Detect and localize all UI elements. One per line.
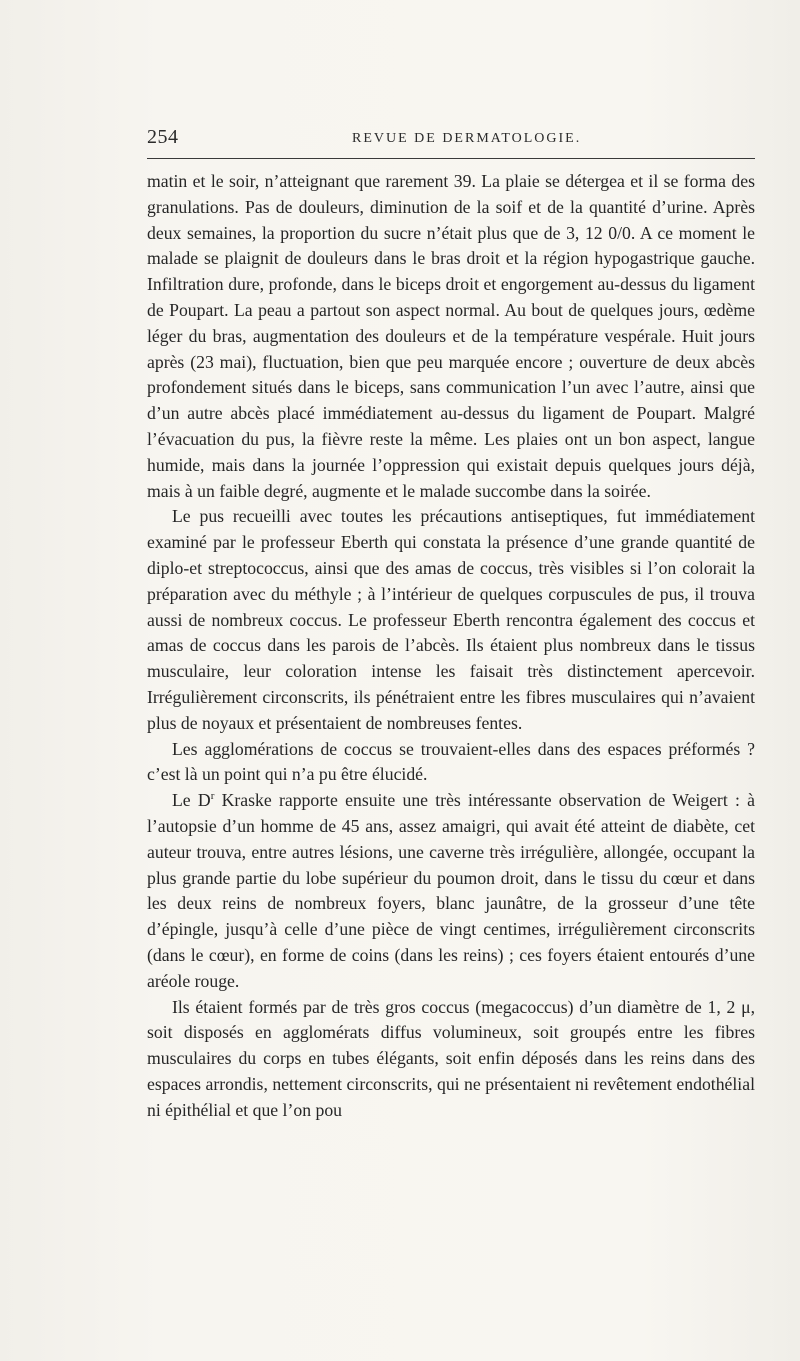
paragraph: Ils étaient formés par de très gros coccus (megacoccus) d’un diamètre de 1, 2 μ, soit disposés en agglomérats diffus volumineux, soit groupés entre les fibres musculaires du corps en tubes élégants, soit enfin déposés dans les reins dans des espaces arrondis, nettement circonscrits, qui ne présentaient ni revêtement endothélial ni épithélial et que l’on pou [147, 996, 755, 1120]
paragraph-text: Kraske rapporte ensuite une très intéressante observation de Weigert : à l’autopsie d’un homme de 45 ans, assez amaigri, qui avait été atteint de diabète, cet auteur trouva, entre autres lésions, une caverne très irrégulière, allongée, occupant la plus grande partie du lobe supérieur du poumon droit, dans le tissu du cœur et dans les deux reins de nombreux foyers, blanc jaunâtre, de la grosseur d’une tête d’épingle, jusqu’à celle d’une pièce de vingt centimes, irrégulièrement circonscrits (dans le cœur), en forme de coins (dans les reins) ; ces foyers étaient entourés d’une aréole rouge. [147, 790, 755, 991]
running-title: REVUE DE DERMATOLOGIE. [352, 131, 582, 146]
page-number: 254 [147, 126, 179, 148]
page-header [147, 126, 755, 150]
paragraph: Les agglomérations de coccus se trouvaient-elles dans des espaces préformés ? c’est là un point qui n’a pu être élucidé. [147, 738, 755, 785]
paragraph: Le pus recueilli avec toutes les précautions antiseptiques, fut immédiatement examiné par le professeur Eberth qui constata la présence d’une grande quantité de diplo-et streptococcus, ainsi que des amas de coccus, très visibles si l’on colorait la préparation avec du méthyle ; à l’intérieur de quelques corpuscules de pus, il trouva aussi de nombreux coccus. Le professeur Eberth rencontra également des coccus et amas de coccus dans les parois de l’abcès. Ils étaient plus nombreux dans le tissus musculaire, leur coloration intense les faisait très distinctement apercevoir. Irrégulièrement circonscrits, ils pénétraient entre les fibres musculaires qui n’avaient plus de noyaux et présentaient de nombreuses fentes. [147, 506, 755, 733]
paragraph [147, 788, 755, 994]
body-text [147, 169, 755, 1123]
superscript: r [210, 790, 215, 803]
paragraph: matin et le soir, n’atteignant que rarement 39. La plaie se détergea et il se forma des granulations. Pas de douleurs, diminution de la soif et de la quantité d’urine. Après deux semaines, la proportion du sucre n’était plus que de 3, 12 0/0. A ce moment le malade se plaignit de douleurs dans le bras droit et la région hypogastrique gauche. Infiltration dure, profonde, dans le biceps droit et engorgement au-dessus du ligament de Poupart. La peau a partout son aspect normal. Au bout de quelques jours, œdème léger du bras, augmentation des douleurs et de la température vespérale. Huit jours après (23 mai), fluctuation, bien que peu marquée encore ; ouverture de deux abcès profondement situés dans le biceps, sans communication l’un avec l’autre, ainsi que d’un autre abcès placé immédiatement au-dessus du ligament de Poupart. Malgré l’évacuation du pus, la fièvre reste la même. Les plaies ont un bon aspect, langue humide, mais dans la journée l’oppression qui existait depuis quelques jours déjà, mais à un faible degré, augmente et le malade succombe dans la soirée. [147, 171, 755, 501]
header-rule [147, 158, 755, 159]
paragraph-prefix: Le D [172, 790, 211, 811]
